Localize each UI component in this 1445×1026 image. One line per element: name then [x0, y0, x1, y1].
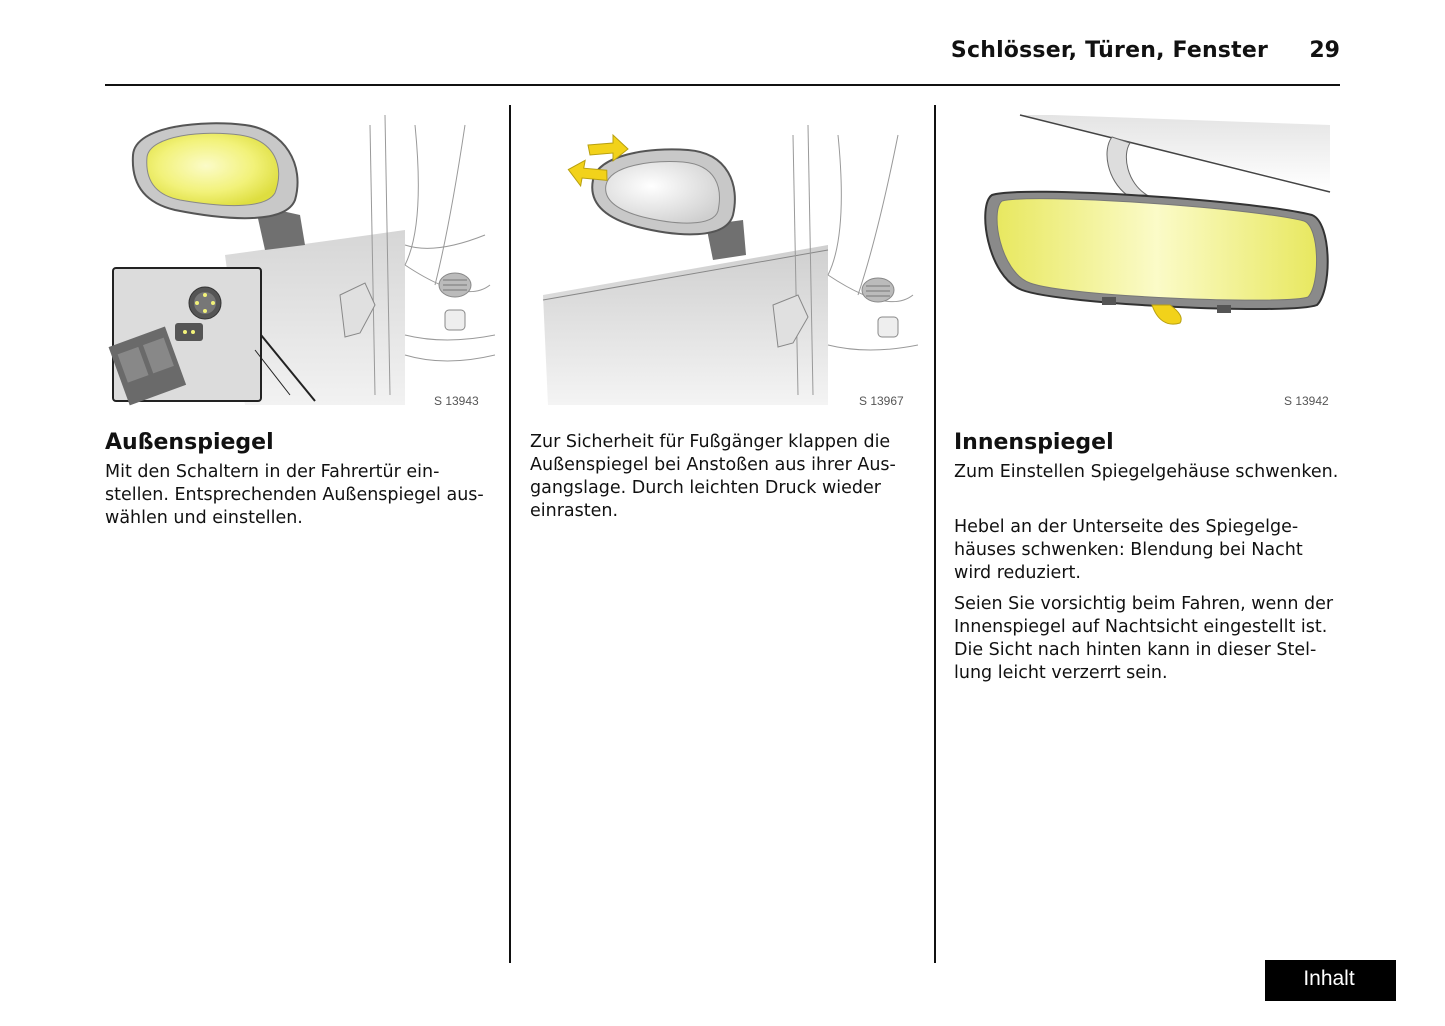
- header-rule: [105, 84, 1340, 86]
- figure-code: S 13967: [859, 394, 904, 408]
- paragraph: Hebel an der Unterseite des Spiegelge-häuses schwenken: Blendung bei Nacht wird reduziert.: [954, 517, 1303, 583]
- section-heading-interior-mirror: Innenspiegel: [954, 430, 1114, 455]
- inhalt-button[interactable]: Inhalt: [1262, 957, 1396, 1001]
- column-divider-2: [934, 105, 936, 963]
- paragraph: Mit den Schaltern in der Fahrertür ein-stellen. Entsprechenden Außenspiegel aus-wählen und einstellen.: [105, 462, 484, 528]
- column-divider-1: [509, 105, 511, 963]
- section-heading-exterior-mirror: Außenspiegel: [105, 430, 274, 455]
- paragraph: Seien Sie vorsichtig beim Fahren, wenn der Innenspiegel auf Nachtsicht eingestellt ist. Die Sicht nach hinten kann in dieser Stel-lung leicht verzerrt sein.: [954, 594, 1334, 683]
- section-title: Schlösser, Türen, Fenster: [950, 38, 1268, 63]
- paragraph: Zum Einstellen Spiegelgehäuse schwenken.: [954, 462, 1339, 482]
- figure-code: S 13942: [1284, 394, 1329, 408]
- figure-code: S 13943: [434, 394, 479, 408]
- exterior-mirror-illustration: [105, 105, 495, 415]
- interior-mirror-illustration: [952, 105, 1342, 415]
- folding-mirror-illustration: [528, 105, 918, 415]
- paragraph: Zur Sicherheit für Fußgänger klappen die Außenspiegel bei Anstoßen aus ihrer Aus-gangslage. Durch leichten Druck wieder einrasten.: [530, 432, 896, 521]
- page-number: 29: [1309, 38, 1340, 63]
